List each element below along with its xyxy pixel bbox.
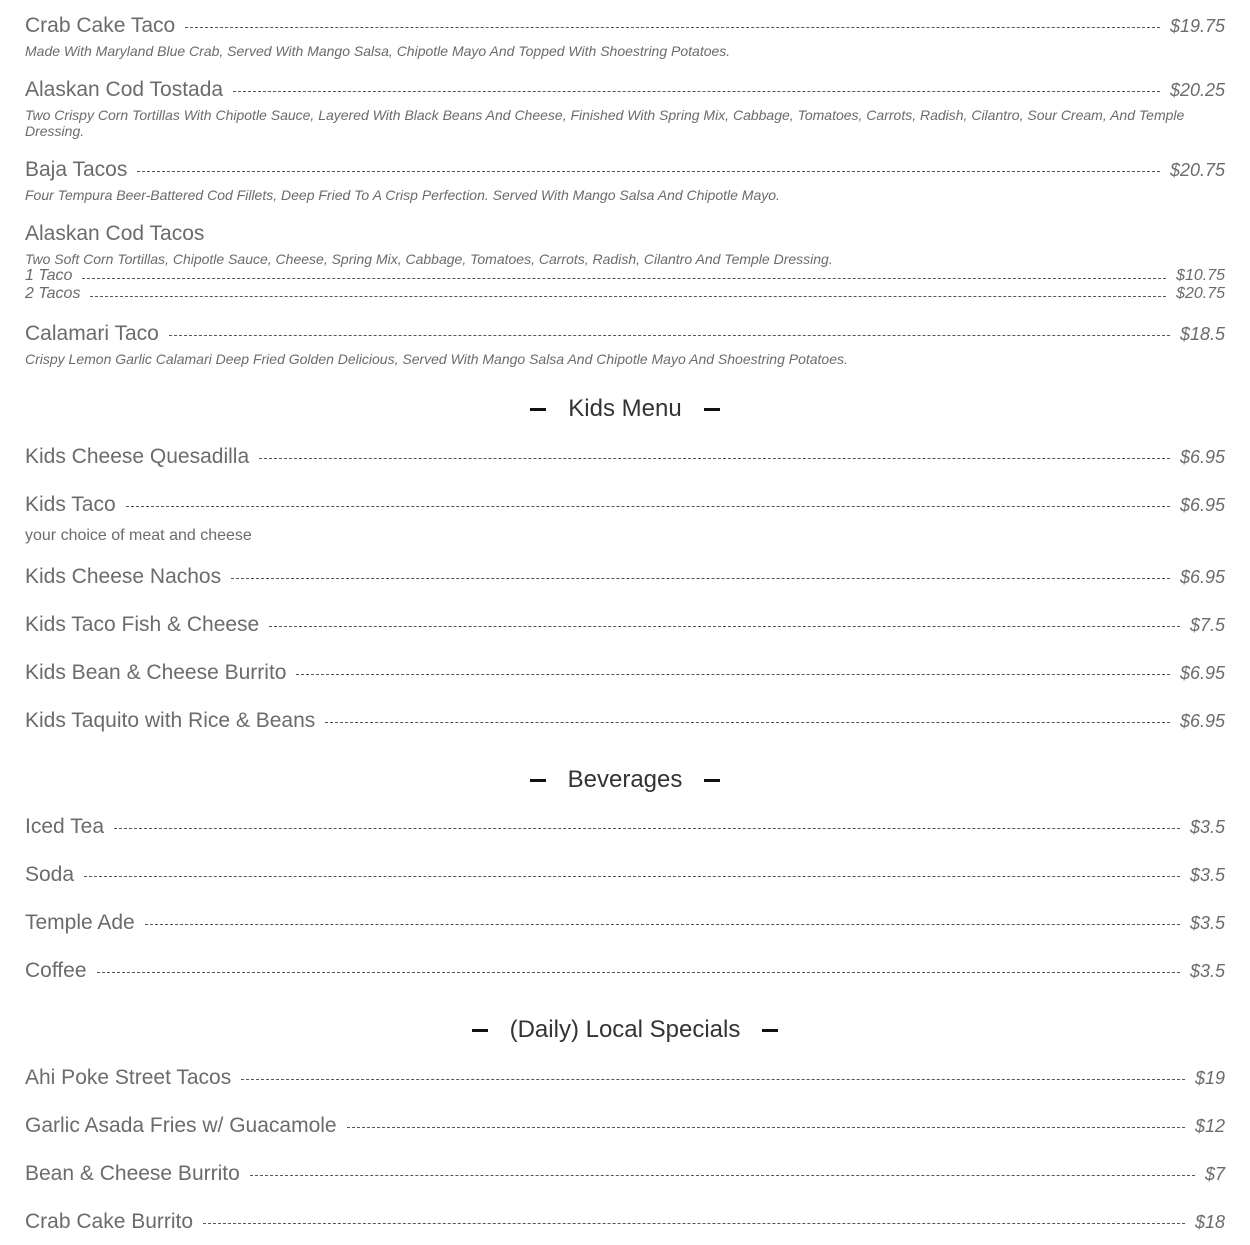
item-description: Two Soft Corn Tortillas, Chipotle Sauce, Cheese, Spring Mix, Cabbage, Tomatoes, Carrots, Radish, Cilantro And Temple Dressing. — [25, 251, 833, 267]
section-header-beverages — [0, 765, 1250, 795]
menu-item-soda — [25, 862, 1225, 888]
option-price: $10.75 — [1176, 267, 1225, 284]
dot-leader — [296, 673, 1169, 675]
dash-decoration — [704, 779, 720, 782]
item-name: Kids Taco — [25, 493, 116, 516]
item-name: Iced Tea — [25, 815, 105, 838]
item-name: Coffee — [25, 959, 87, 982]
dot-leader — [233, 90, 1160, 92]
item-name: Crab Cake Taco — [25, 14, 176, 37]
menu-item-alaskan-cod-tostada — [25, 77, 1225, 139]
menu-item-kids-taco-fish-cheese — [25, 612, 1225, 638]
item-name: Temple Ade — [25, 911, 135, 934]
menu-item-coffee — [25, 958, 1225, 984]
item-description: Four Tempura Beer-Battered Cod Fillets, Deep Fried To A Crisp Perfection. Served With Mango Salsa And Chipotle Mayo. — [25, 187, 780, 203]
item-name: Baja Tacos — [25, 158, 128, 181]
item-price: $7 — [1204, 1164, 1225, 1184]
item-price: $3.5 — [1189, 913, 1225, 933]
menu-item-kids-cheese-nachos — [25, 564, 1225, 590]
section-title: Kids Menu — [568, 395, 682, 422]
item-price: $20.25 — [1169, 80, 1225, 100]
item-description: Crispy Lemon Garlic Calamari Deep Fried Golden Delicious, Served With Mango Salsa And Chipotle Mayo And Shoestring Potatoes. — [25, 351, 848, 367]
dash-decoration — [762, 1029, 778, 1032]
section-title: Beverages — [567, 766, 683, 793]
option-label: 1 Taco — [25, 267, 73, 284]
section-header-local-specials — [0, 1015, 1250, 1045]
item-name: Kids Cheese Quesadilla — [25, 445, 250, 468]
dot-leader — [185, 26, 1160, 28]
item-name: Kids Bean & Cheese Burrito — [25, 661, 287, 684]
dot-leader — [126, 505, 1170, 507]
dot-leader — [259, 457, 1170, 459]
dot-leader — [269, 625, 1180, 627]
item-price: $6.95 — [1179, 711, 1225, 731]
item-name: Kids Taco Fish & Cheese — [25, 613, 260, 636]
item-price: $3.5 — [1189, 865, 1225, 885]
dot-leader — [169, 334, 1170, 336]
item-price: $6.95 — [1179, 567, 1225, 587]
item-name: Crab Cake Burrito — [25, 1210, 194, 1233]
item-name: Kids Cheese Nachos — [25, 565, 222, 588]
menu-item-ahi-poke-street-tacos — [25, 1065, 1225, 1091]
dot-leader — [231, 577, 1170, 579]
dot-leader — [114, 827, 1180, 829]
item-name: Alaskan Cod Tacos — [25, 222, 205, 245]
item-price: $6.95 — [1179, 495, 1225, 515]
price-option-1-taco — [25, 267, 1225, 285]
section-title: (Daily) Local Specials — [509, 1016, 741, 1043]
section-header-kids-menu — [0, 394, 1250, 424]
item-price: $7.5 — [1189, 615, 1225, 635]
item-price: $18.5 — [1179, 324, 1225, 344]
menu-item-iced-tea — [25, 814, 1225, 840]
item-price: $19 — [1194, 1068, 1225, 1088]
menu-item-temple-ade — [25, 910, 1225, 936]
item-name: Garlic Asada Fries w/ Guacamole — [25, 1114, 337, 1137]
menu-item-kids-taco — [25, 492, 1225, 545]
dot-leader — [250, 1174, 1195, 1176]
dot-leader — [137, 170, 1160, 172]
item-name: Kids Taquito with Rice & Beans — [25, 709, 316, 732]
item-price: $18 — [1194, 1212, 1225, 1232]
menu-item-kids-taquito — [25, 708, 1225, 734]
item-price: $6.95 — [1179, 447, 1225, 467]
dot-leader — [347, 1126, 1185, 1128]
option-label: 2 Tacos — [25, 285, 81, 302]
menu-item-kids-cheese-quesadilla — [25, 444, 1225, 470]
dot-leader — [84, 875, 1180, 877]
option-price: $20.75 — [1176, 285, 1225, 302]
menu-item-crab-cake-taco — [25, 13, 1225, 59]
dot-leader — [82, 277, 1166, 279]
menu-item-garlic-asada-fries — [25, 1113, 1225, 1139]
dot-leader — [97, 971, 1180, 973]
item-price: $20.75 — [1169, 160, 1225, 180]
item-name: Calamari Taco — [25, 322, 159, 345]
menu-item-calamari-taco — [25, 321, 1225, 367]
dash-decoration — [472, 1029, 488, 1032]
menu-item-baja-tacos — [25, 157, 1225, 203]
item-price: $3.5 — [1189, 817, 1225, 837]
dash-decoration — [530, 408, 546, 411]
item-description: Made With Maryland Blue Crab, Served With Mango Salsa, Chipotle Mayo And Topped With Shoestring Potatoes. — [25, 43, 731, 59]
dot-leader — [90, 295, 1166, 297]
item-description: Two Crispy Corn Tortillas With Chipotle Sauce, Layered With Black Beans And Cheese, Finished With Spring Mix, Cabbage, Tomatoes, Carrots, Radish, Cilantro, Sour Cream, And Temple Dressing. — [25, 107, 1185, 139]
item-price: $12 — [1194, 1116, 1225, 1136]
item-price: $6.95 — [1179, 663, 1225, 683]
item-price: $3.5 — [1189, 961, 1225, 981]
item-price: $19.75 — [1169, 16, 1225, 36]
item-description: your choice of meat and cheese — [25, 527, 252, 544]
dot-leader — [325, 721, 1170, 723]
dot-leader — [145, 923, 1180, 925]
dash-decoration — [704, 408, 720, 411]
menu-item-kids-bean-cheese-burrito — [25, 660, 1225, 686]
menu-item-alaskan-cod-tacos — [25, 221, 1225, 303]
price-option-2-tacos — [25, 285, 1225, 303]
menu-item-crab-cake-burrito — [25, 1209, 1225, 1235]
dot-leader — [203, 1222, 1185, 1224]
item-name: Soda — [25, 863, 75, 886]
menu-item-bean-cheese-burrito — [25, 1161, 1225, 1187]
dash-decoration — [530, 779, 546, 782]
item-name: Ahi Poke Street Tacos — [25, 1066, 232, 1089]
item-name: Bean & Cheese Burrito — [25, 1162, 240, 1185]
dot-leader — [241, 1078, 1185, 1080]
item-name: Alaskan Cod Tostada — [25, 78, 224, 101]
